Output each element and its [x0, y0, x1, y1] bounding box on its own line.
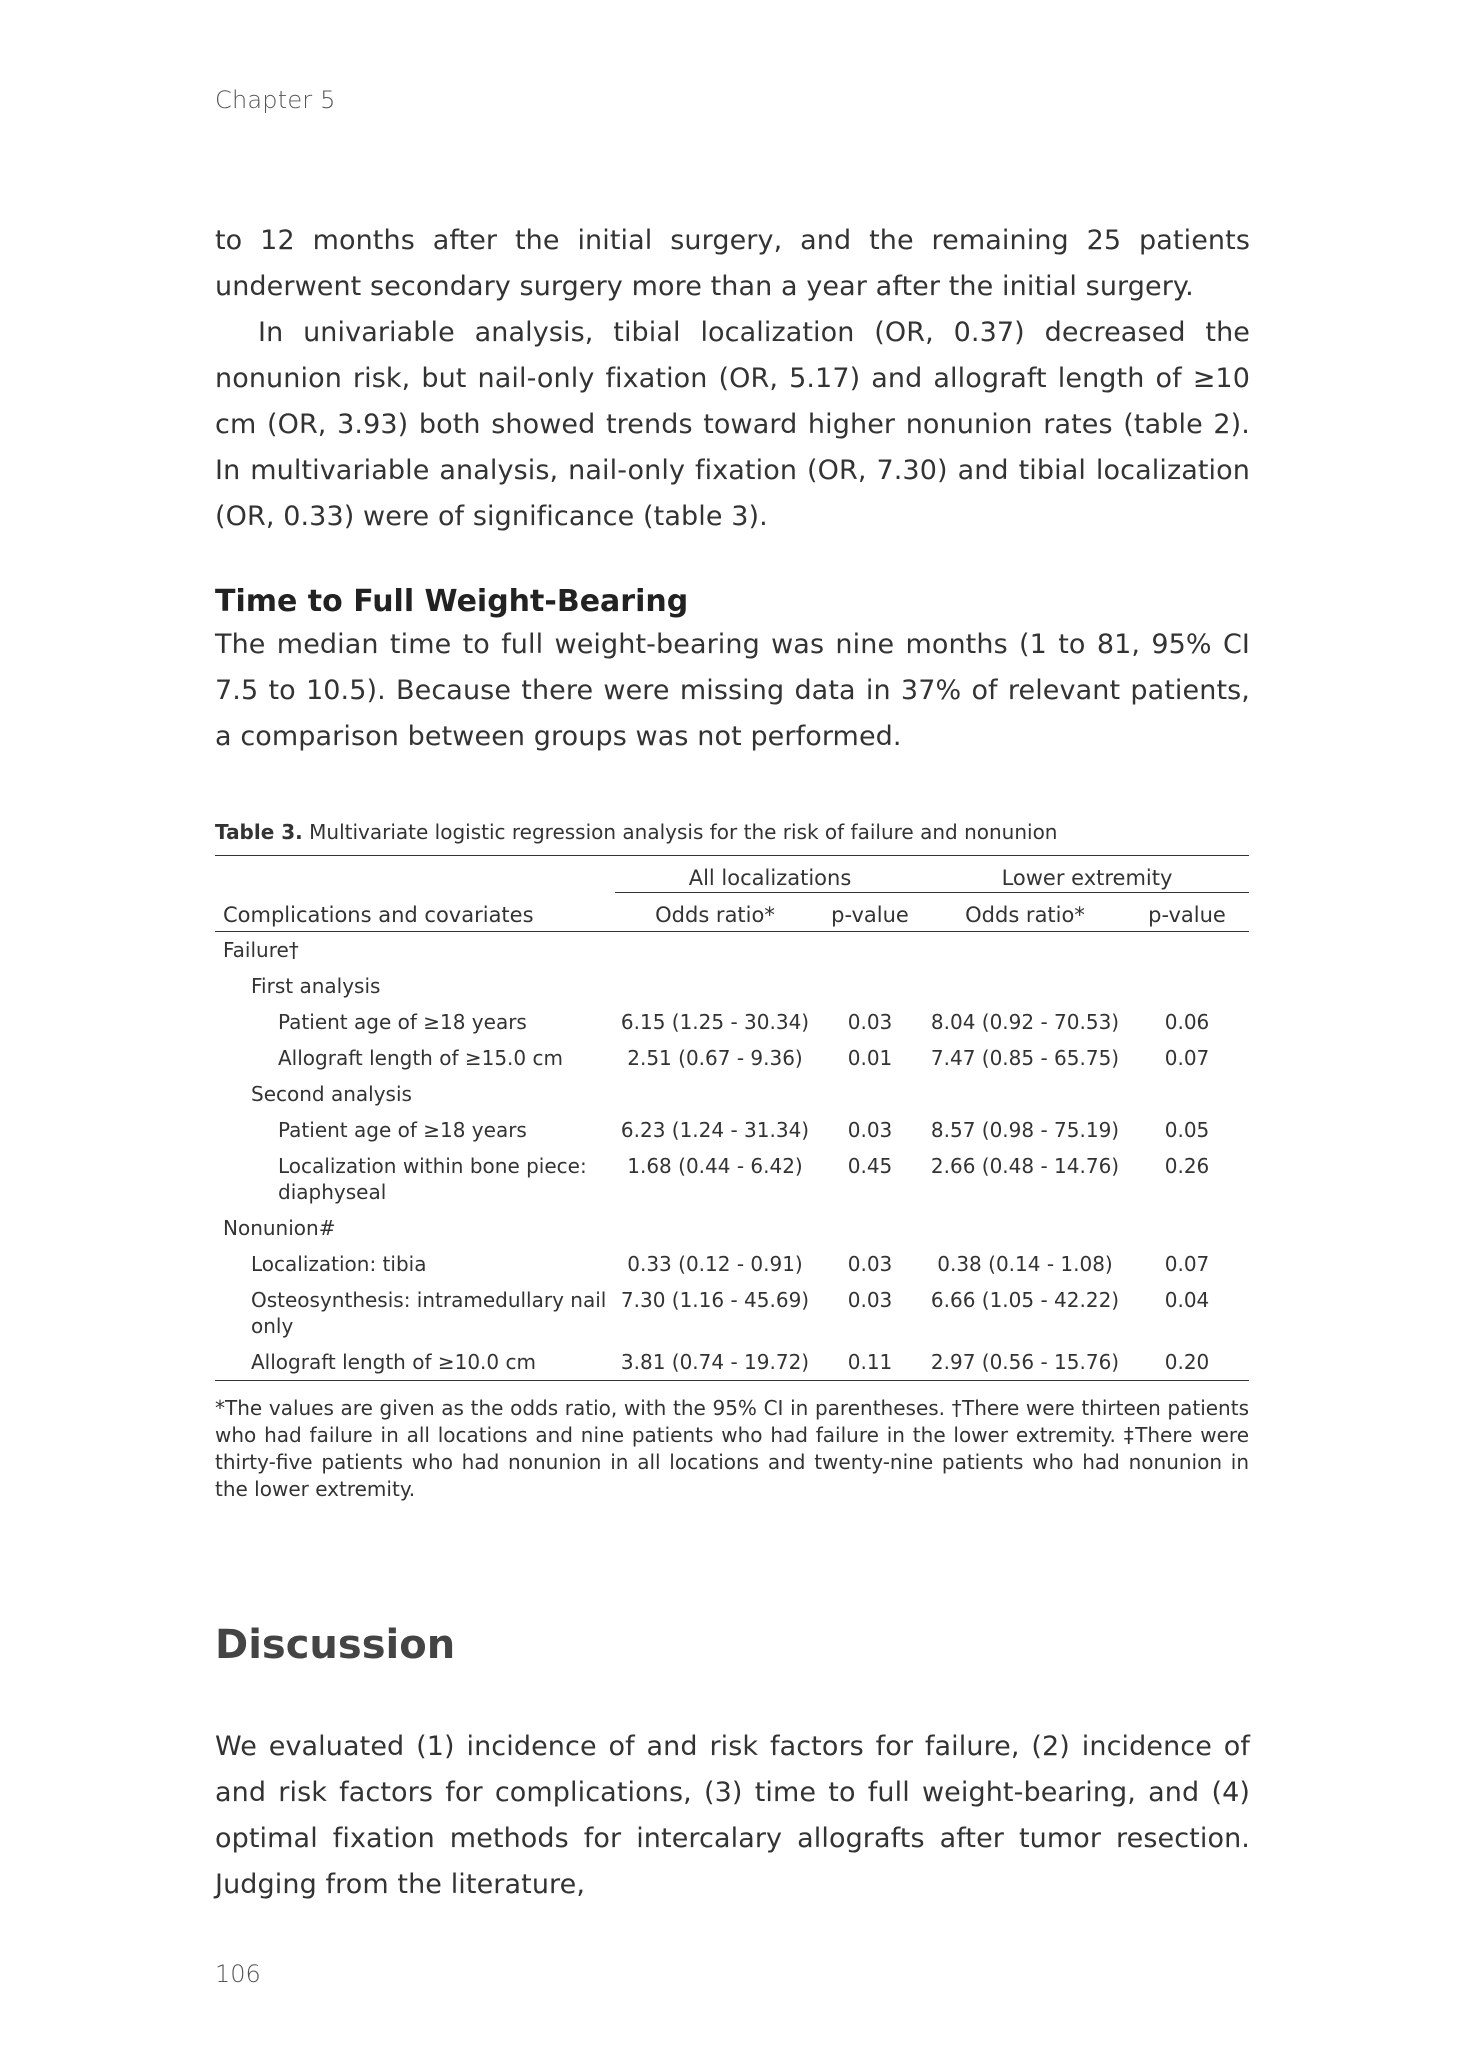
odds-ratio-lower: 2.66 (0.48 - 14.76)	[930, 1154, 1120, 1178]
row-label: Allograft length of ≥10.0 cm	[251, 1350, 536, 1374]
odds-ratio-all	[615, 1210, 815, 1246]
p-value-all: 0.45	[847, 1154, 893, 1178]
table-row	[215, 1040, 1249, 1076]
odds-ratio-lower: 7.47 (0.85 - 65.75)	[930, 1046, 1120, 1070]
p-value-all: 0.03	[847, 1118, 893, 1142]
p-value-all	[815, 932, 925, 969]
table-caption-text: Multivariate logistic regression analysis for the risk of failure and nonunion	[309, 820, 1058, 844]
odds-ratio-lower: 8.04 (0.92 - 70.53)	[930, 1010, 1120, 1034]
row-label: Localization: tibia	[251, 1252, 427, 1276]
odds-ratio-lower	[925, 1210, 1125, 1246]
table-body	[215, 932, 1249, 1381]
table-row-group-failure	[215, 932, 1249, 969]
table-row	[215, 1148, 1249, 1210]
table-3	[215, 818, 1249, 1523]
column-header-odds-ratio: Odds ratio*	[925, 893, 1125, 932]
odds-ratio-all: 0.33 (0.12 - 0.91)	[627, 1252, 803, 1276]
column-header-p-value: p-value	[1125, 893, 1249, 932]
table-column-header-row	[215, 893, 1249, 932]
page-number: 106	[215, 1960, 261, 1988]
table-group-header-row	[215, 856, 1249, 893]
p-value-all	[815, 1210, 925, 1246]
table-footnote: *The values are given as the odds ratio, with the 95% CI in parentheses. †There were thirteen patients who had failure in all locations and nine patients who had failure in the lower extremity. ‡There were thirty-five patients who had nonunion in all locations and twenty-nine patients who had nonunion in the lower extremity.	[215, 1396, 1249, 1501]
p-value-lower	[1125, 1210, 1249, 1246]
odds-ratio-all: 6.23 (1.24 - 31.34)	[620, 1118, 810, 1142]
row-label: Nonunion#	[223, 1216, 336, 1240]
table-caption-label: Table 3.	[215, 820, 303, 844]
odds-ratio-lower: 2.97 (0.56 - 15.76)	[930, 1350, 1120, 1374]
p-value-all: 0.01	[847, 1046, 893, 1070]
p-value-lower	[1125, 932, 1249, 969]
p-value-lower: 0.26	[1164, 1154, 1210, 1178]
p-value-lower: 0.04	[1164, 1288, 1210, 1312]
row-label: Localization within bone piece: diaphyseal	[278, 1154, 587, 1204]
paragraph-discussion: We evaluated (1) incidence of and risk factors for failure, (2) incidence of and risk factors for complications, (3) time to full weight-bearing, and (4) optimal fixation methods for intercalary allografts after tumor resection. Judging from the literature,	[215, 1731, 1250, 1900]
table-row	[215, 1246, 1249, 1282]
results-text-block	[215, 218, 1250, 540]
table-row	[215, 1344, 1249, 1381]
paragraph-nonunion-analysis: In univariable analysis, tibial localization (OR, 0.37) decreased the nonunion risk, but nail-only fixation (OR, 5.17) and allograft length of ≥10 cm (OR, 3.93) both showed trends toward higher nonunion rates (table 2). In multivariable analysis, nail-only fixation (OR, 7.30) and tibial localization (OR, 0.33) were of significance (table 3).	[215, 317, 1250, 532]
row-label: Patient age of ≥18 years	[278, 1118, 527, 1142]
odds-ratio-lower	[925, 968, 1125, 1004]
p-value-lower: 0.20	[1164, 1350, 1210, 1374]
row-label: Osteosynthesis: intramedullary nail only	[251, 1288, 607, 1338]
table-row	[215, 1004, 1249, 1040]
column-header-p-value: p-value	[815, 893, 925, 932]
weight-bearing-section	[215, 582, 1250, 760]
row-label: First analysis	[251, 974, 381, 998]
table-row	[215, 1112, 1249, 1148]
p-value-all	[815, 968, 925, 1004]
odds-ratio-all: 1.68 (0.44 - 6.42)	[627, 1154, 803, 1178]
table-row-subgroup	[215, 968, 1249, 1004]
column-header-odds-ratio: Odds ratio*	[615, 893, 815, 932]
p-value-lower: 0.06	[1164, 1010, 1210, 1034]
p-value-lower: 0.07	[1164, 1252, 1210, 1276]
p-value-lower: 0.07	[1164, 1046, 1210, 1070]
p-value-all: 0.03	[847, 1288, 893, 1312]
p-value-lower	[1125, 1076, 1249, 1112]
discussion-text-block	[215, 1724, 1250, 1908]
regression-table	[215, 856, 1249, 1381]
column-header-covariates: Complications and covariates	[215, 893, 615, 932]
group-header-lower-extremity: Lower extremity	[925, 856, 1249, 893]
paragraph-failure-timing: to 12 months after the initial surgery, and the remaining 25 patients underwent secondary surgery more than a year after the initial surgery.	[215, 225, 1250, 302]
table-caption	[215, 818, 1249, 846]
p-value-all: 0.03	[847, 1252, 893, 1276]
odds-ratio-all: 6.15 (1.25 - 30.34)	[620, 1010, 810, 1034]
paragraph-weight-bearing: The median time to full weight-bearing was nine months (1 to 81, 95% CI 7.5 to 10.5). Because there were missing data in 37% of relevant patients, a comparison between groups was not performed.	[215, 629, 1250, 752]
odds-ratio-lower: 0.38 (0.14 - 1.08)	[937, 1252, 1113, 1276]
table-row	[215, 1282, 1249, 1344]
row-label: Patient age of ≥18 years	[278, 1010, 527, 1034]
running-head: Chapter 5	[215, 86, 336, 114]
row-label: Second analysis	[251, 1082, 412, 1106]
odds-ratio-all	[615, 932, 815, 969]
section-subheading: Time to Full Weight-Bearing	[215, 584, 689, 619]
group-header-all-localizations: All localizations	[615, 856, 925, 893]
odds-ratio-lower: 6.66 (1.05 - 42.22)	[930, 1288, 1120, 1312]
table-row-group-nonunion	[215, 1210, 1249, 1246]
odds-ratio-lower	[925, 1076, 1125, 1112]
discussion-heading: Discussion	[215, 1622, 456, 1668]
row-label: Allograft length of ≥15.0 cm	[278, 1046, 563, 1070]
p-value-lower: 0.05	[1164, 1118, 1210, 1142]
odds-ratio-lower	[925, 932, 1125, 969]
odds-ratio-all	[615, 968, 815, 1004]
row-label: Failure†	[223, 938, 299, 962]
odds-ratio-lower: 8.57 (0.98 - 75.19)	[930, 1118, 1120, 1142]
p-value-lower	[1125, 968, 1249, 1004]
p-value-all: 0.11	[847, 1350, 893, 1374]
p-value-all: 0.03	[847, 1010, 893, 1034]
odds-ratio-all: 2.51 (0.67 - 9.36)	[627, 1046, 803, 1070]
table-row-subgroup	[215, 1076, 1249, 1112]
p-value-all	[815, 1076, 925, 1112]
odds-ratio-all: 3.81 (0.74 - 19.72)	[620, 1350, 810, 1374]
odds-ratio-all: 7.30 (1.16 - 45.69)	[620, 1288, 810, 1312]
odds-ratio-all	[615, 1076, 815, 1112]
